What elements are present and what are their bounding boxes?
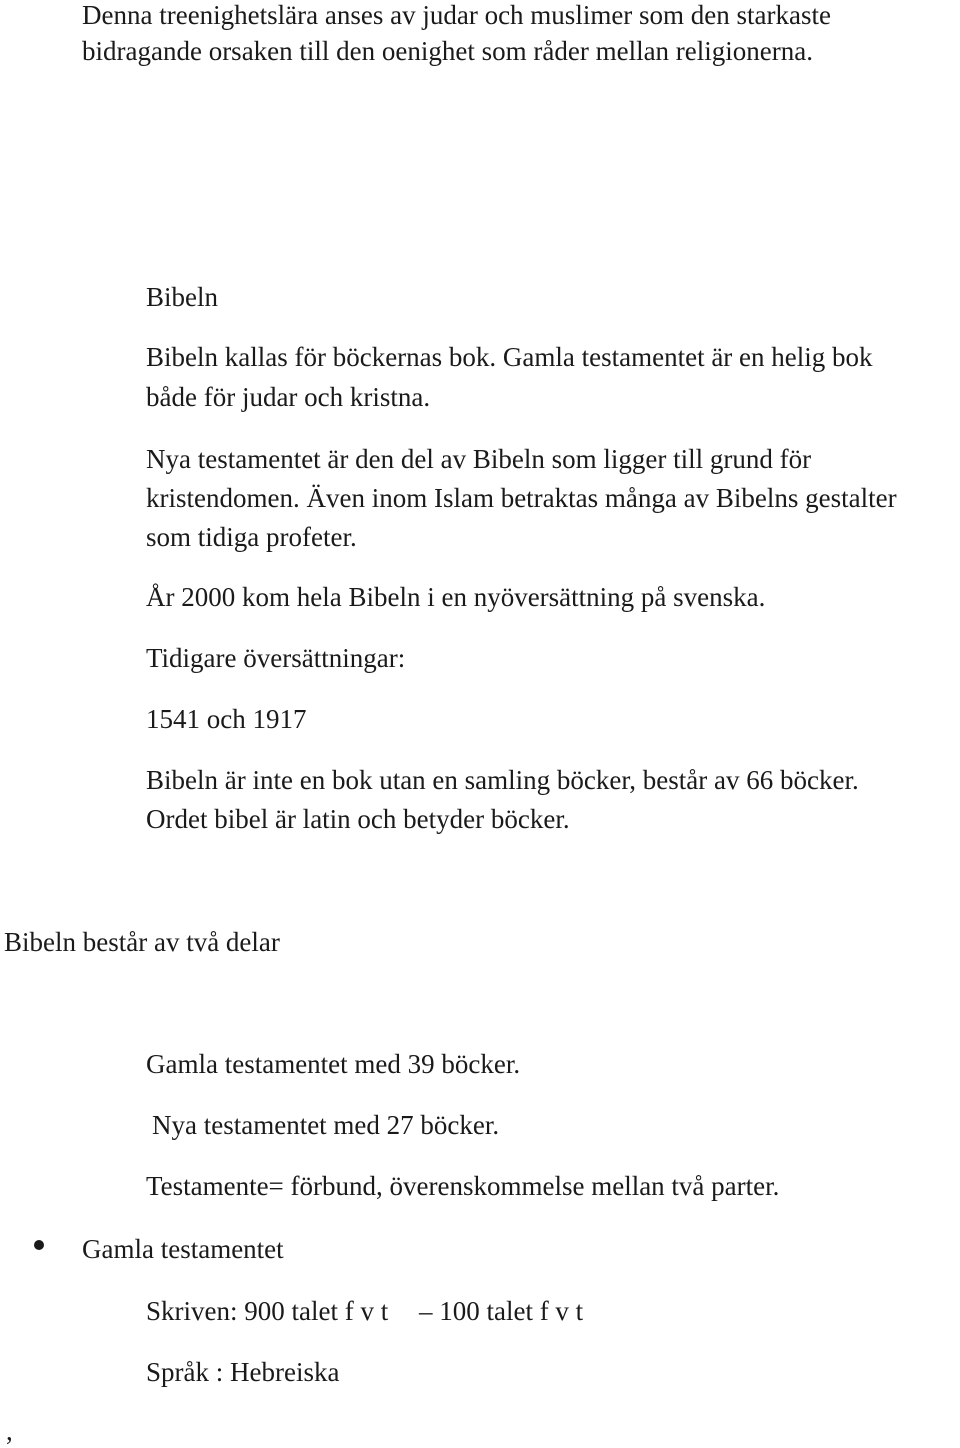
parts-gamla-testamentet: Gamla testamentet med 39 böcker. (146, 1049, 521, 1079)
bibeln-paragraph-6-line-2: Ordet bibel är latin och betyder böcker. (146, 804, 570, 834)
bibeln-paragraph-5: 1541 och 1917 (146, 704, 307, 734)
intro-line-1: Denna treenighetslära anses av judar och muslimer som den starkaste (82, 0, 831, 30)
section-heading-bibeln: Bibeln (146, 282, 218, 312)
gt-written-end: 100 talet f v t (439, 1296, 584, 1326)
section-heading-parts: Bibeln består av två delar (4, 927, 280, 957)
gt-written-dash: – (418, 1296, 433, 1326)
bullet-item-gamla-testamentet: Gamla testamentet (82, 1234, 284, 1264)
stray-comma: , (6, 1416, 13, 1446)
bibeln-paragraph-1-line-1: Bibeln kallas för böckernas bok. Gamla testamentet är en helig bok (146, 342, 873, 372)
bullet-icon (34, 1240, 44, 1250)
bibeln-paragraph-2-line-3: som tidiga profeter. (146, 522, 357, 552)
bibeln-paragraph-2-line-2: kristendomen. Även inom Islam betraktas många av Bibelns gestalter (146, 483, 897, 513)
testamente-definition: Testamente= förbund, överenskommelse mellan två parter. (146, 1171, 780, 1201)
gt-written-period (146, 1298, 583, 1325)
bibeln-paragraph-2-line-1: Nya testamentet är den del av Bibeln som ligger till grund för (146, 444, 812, 474)
gt-language: Språk : Hebreiska (146, 1357, 340, 1387)
bibeln-paragraph-3: År 2000 kom hela Bibeln i en nyöversättning på svenska. (146, 582, 766, 612)
bibeln-paragraph-4: Tidigare översättningar: (146, 643, 406, 673)
intro-line-2: bidragande orsaken till den oenighet som råder mellan religionerna. (82, 36, 813, 66)
gt-written-start: Skriven: 900 talet f v t (146, 1296, 389, 1326)
bibeln-paragraph-6-line-1: Bibeln är inte en bok utan en samling böcker, består av 66 böcker. (146, 765, 859, 795)
parts-nya-testamentet: Nya testamentet med 27 böcker. (152, 1110, 500, 1140)
bibeln-paragraph-1-line-2: både för judar och kristna. (146, 382, 431, 412)
